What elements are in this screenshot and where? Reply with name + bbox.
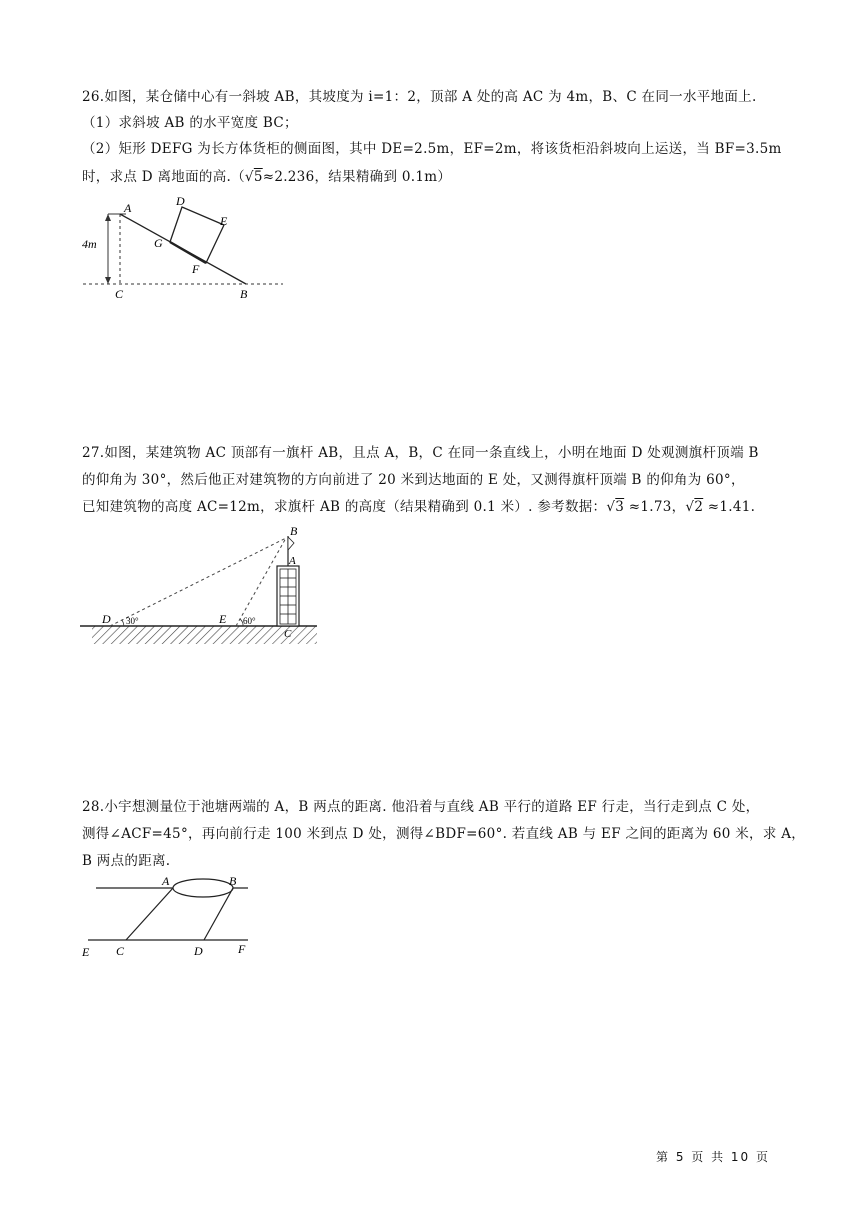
sqrt-symbol: √ xyxy=(244,169,254,185)
angle-label-e: 60° xyxy=(243,616,256,626)
arrow-down-icon xyxy=(105,277,111,284)
label-b: B xyxy=(240,287,248,301)
q26-line-2: （1）求斜坡 AB 的水平宽度 BC； xyxy=(82,115,298,131)
sqrt-symbol: √ xyxy=(685,499,695,515)
q26-line-4-text-b: ≈2.236，结果精确到 0.1m） xyxy=(262,169,452,185)
label-c: C xyxy=(116,944,125,958)
q28-line-1: 28.小宇想测量位于池塘两端的 A，B 两点的距离. 他沿着与直线 AB 平行的道路 EF 行走，当行走到点 C 处， xyxy=(82,799,760,815)
label-e: E xyxy=(220,214,228,228)
q27-line-1: 27.如图，某建筑物 AC 顶部有一旗杆 AB，且点 A，B，C 在同一条直线上，小明在地面 D 处观测旗杆顶端 B xyxy=(82,445,759,461)
q26-line-4 xyxy=(82,164,782,190)
label-a: A xyxy=(162,874,170,888)
label-height: 4m xyxy=(82,237,97,251)
label-d: D xyxy=(176,194,185,208)
angle-arc-d xyxy=(122,620,124,626)
q26-line-4-text-a: 时，求点 D 离地面的高.（ xyxy=(82,169,245,185)
label-b: B xyxy=(229,874,237,888)
angle-label-d: 30° xyxy=(126,616,139,626)
label-d: D xyxy=(194,944,203,958)
label-e: E xyxy=(82,945,90,959)
q27-line-2: 的仰角为 30°，然后他正对建筑物的方向前进了 20 米到达地面的 E 处，又测得旗杆顶端 B 的仰角为 60°， xyxy=(82,472,745,488)
label-c: C xyxy=(115,287,124,301)
segment-gf xyxy=(170,242,206,263)
q28-line-2: 测得∠ACF=45°，再向前行走 100 米到点 D 处，测得∠BDF=60°. 若直线 AB 与 EF 之间的距离为 60 米，求 A， xyxy=(82,826,806,842)
label-f: F xyxy=(238,942,246,956)
label-e: E xyxy=(219,612,227,626)
q26-radicand: 5 xyxy=(253,169,263,185)
label-c: C xyxy=(284,628,292,640)
sqrt-symbol: √ xyxy=(606,499,616,515)
label-d: D xyxy=(102,612,111,626)
q26-line-3: （2）矩形 DEFG 为长方体货柜的侧面图，其中 DE=2.5m，EF=2m，将该货柜沿斜坡向上运送，当 BF=3.5m xyxy=(82,141,782,157)
q27-line-3-text-b: ≈1.73， xyxy=(624,499,686,515)
q27-radicand-1: 3 xyxy=(615,499,625,515)
q28-line-3: B 两点的距离. xyxy=(82,853,171,869)
q27-flagpole-figure xyxy=(80,522,325,648)
rectangle-defg xyxy=(170,207,224,263)
page-footer: 第 5 页 共 10 页 xyxy=(656,1150,770,1164)
q27-line-3-text-a: 已知建筑物的高度 AC=12m，求旗杆 AB 的高度（结果精确到 0.1 米）. 参考数据： xyxy=(82,499,607,515)
label-a: A xyxy=(124,201,132,215)
q26-line-1: 26.如图，某仓储中心有一斜坡 AB，其坡度为 i=1：2，顶部 A 处的高 AC 为 4m，B、C 在同一水平地面上. xyxy=(82,89,757,105)
q26-slope-figure xyxy=(78,192,288,304)
line-ca xyxy=(126,888,173,940)
label-a: A xyxy=(289,555,296,567)
q27-line-3 xyxy=(82,494,782,520)
label-f: F xyxy=(192,262,200,276)
sightline-db xyxy=(110,538,286,626)
q28-pond-figure xyxy=(78,868,258,960)
arrow-up-icon xyxy=(105,214,111,221)
flag-icon xyxy=(288,537,294,550)
label-g: G xyxy=(154,236,163,250)
pond xyxy=(173,879,233,897)
label-b: B xyxy=(290,524,298,538)
q27-line-3-text-c: ≈1.41. xyxy=(703,499,756,515)
q27-radicand-2: 2 xyxy=(694,499,704,515)
